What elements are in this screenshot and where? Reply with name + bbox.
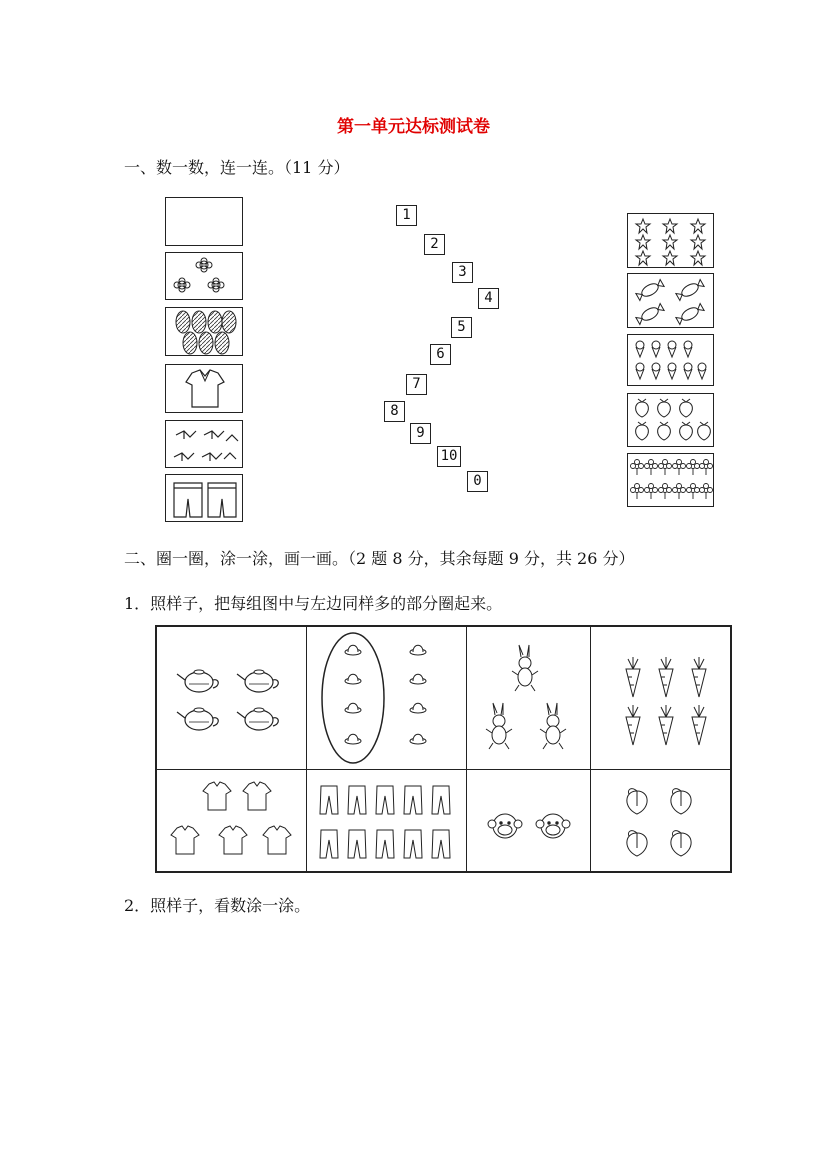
teapot-icons (157, 627, 307, 770)
cell-teapots (156, 626, 306, 769)
monkey-icons (467, 770, 591, 873)
ice-creams-box (627, 334, 714, 386)
cell-monkeys (467, 769, 591, 872)
page-title: 第一单元达标测试卷 (337, 117, 490, 137)
question-1: 1．照样子，把每组图中与左边同样多的部分圈起来。 (124, 594, 503, 613)
shirt-icon (166, 365, 244, 414)
cell-peaches (591, 769, 731, 872)
cell-shirts (156, 769, 306, 872)
cell-carrots (591, 626, 731, 769)
stars-box (627, 213, 714, 268)
number-box-3[interactable]: 3 (452, 262, 473, 283)
number-box-9[interactable]: 9 (410, 423, 431, 444)
candy-icons (628, 274, 715, 329)
leaf-icons (166, 308, 244, 357)
hat-icons (307, 627, 468, 770)
number-box-4[interactable]: 4 (478, 288, 499, 309)
pants-icons (307, 770, 468, 873)
number-box-10[interactable]: 10 (437, 446, 461, 467)
flower-icons (166, 253, 244, 301)
number-box-2[interactable]: 2 (424, 234, 445, 255)
number-box-6[interactable]: 6 (430, 344, 451, 365)
section1-heading: 一、数一数，连一连。（11 分） (124, 158, 350, 177)
bird-icons (166, 421, 244, 469)
cell-pants (306, 769, 467, 872)
candies-box (627, 273, 714, 328)
ice-cream-icons (628, 335, 715, 387)
star-icons (628, 214, 715, 269)
rabbit-icons (467, 627, 591, 770)
shorts-box (165, 474, 243, 522)
cell-hats-circled (306, 626, 467, 769)
shorts-icon (166, 475, 244, 523)
shirt-icons (157, 770, 307, 873)
number-box-5[interactable]: 5 (451, 317, 472, 338)
number-box-1[interactable]: 1 (396, 205, 417, 226)
number-box-7[interactable]: 7 (406, 374, 427, 395)
shirt-box (165, 364, 243, 413)
number-box-8[interactable]: 8 (384, 401, 405, 422)
carrot-icons (591, 627, 731, 770)
peach-icons (628, 394, 715, 448)
birds-box (165, 420, 243, 468)
number-box-0[interactable]: 0 (467, 471, 488, 492)
cell-rabbits (467, 626, 591, 769)
leaves-box (165, 307, 243, 356)
section2-heading: 二、圈一圈，涂一涂，画一画。（2 题 8 分，其余每题 9 分，共 26 分） (124, 549, 635, 568)
flowers-box (165, 252, 243, 300)
matching-grid (155, 625, 732, 873)
question-2: 2．照样子，看数涂一涂。 (124, 896, 311, 915)
empty-box (165, 197, 243, 246)
flowers-box-right (627, 453, 714, 507)
flower-grid-icons (628, 454, 715, 508)
peaches-box (627, 393, 714, 447)
peach-icons (591, 770, 731, 873)
